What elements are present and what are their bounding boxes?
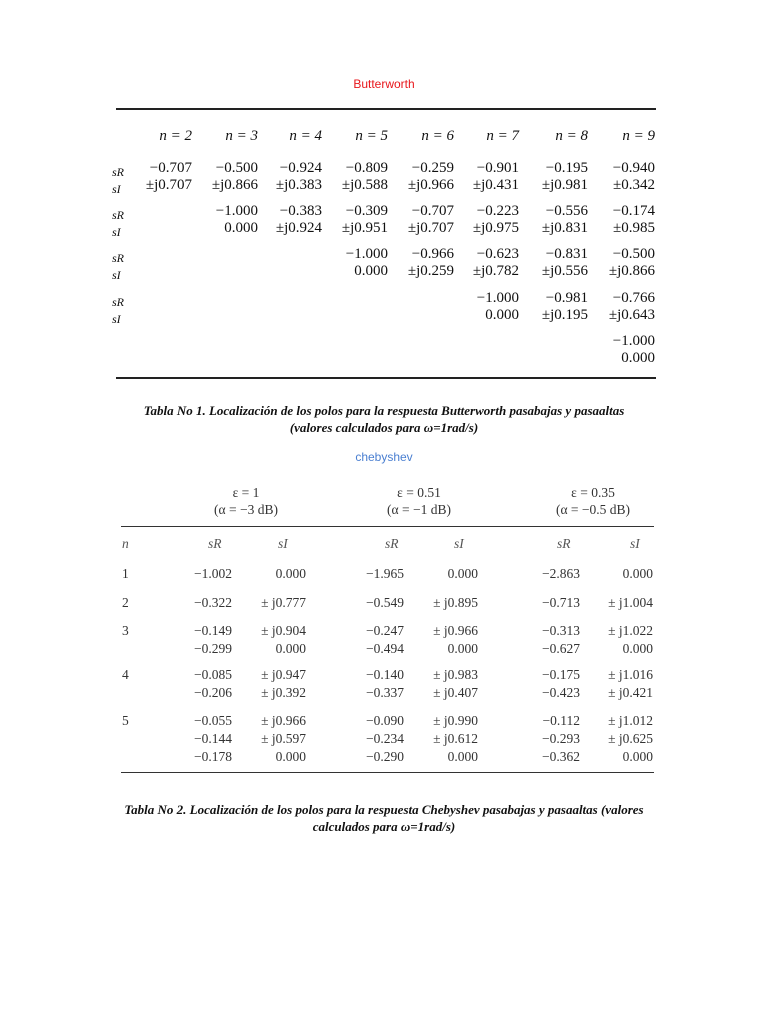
table2-caption-line2: calculados para ω=1rad/s)	[312, 819, 456, 834]
table1-sr-value: −0.383	[279, 203, 322, 219]
table2-value: −0.549	[366, 595, 404, 610]
table2-value: −0.206	[194, 685, 232, 700]
table2-value: −0.140	[366, 667, 404, 682]
table2-value: 0.000	[275, 641, 306, 656]
table2-value: 0.000	[622, 566, 653, 581]
table2-value: ± j1.022	[608, 623, 653, 638]
table1-si-value: ±j0.383	[275, 177, 322, 193]
table2-value: 0.000	[447, 749, 478, 764]
table2-n-value: 5	[122, 713, 129, 728]
table2-value: ± j1.004	[608, 595, 653, 610]
table1-sr-value: −0.940	[612, 160, 655, 176]
table1-bottom-rule	[116, 377, 656, 379]
table1-si-value: ±0.342	[613, 177, 655, 193]
table1-sr-value: −0.901	[476, 160, 519, 176]
table2-value: 0.000	[275, 749, 306, 764]
table1-si-value: ±j0.556	[541, 263, 588, 279]
table1-sr-value: −0.966	[411, 246, 454, 262]
table2-value: −0.144	[194, 731, 232, 746]
table2-value: −0.494	[366, 641, 404, 656]
table1-row-label-si: sI	[112, 225, 121, 239]
table1-row-label-sr: sR	[112, 295, 124, 309]
table1-si-value: ±j0.966	[407, 177, 454, 193]
table1-si-value: ±j0.951	[341, 220, 388, 236]
table2-group-alpha: (α = −3 dB)	[214, 502, 278, 517]
table2-n-header: n	[122, 536, 129, 551]
table2-value: −2.863	[542, 566, 580, 581]
table2-value: −0.178	[194, 749, 232, 764]
table1-sr-value: −0.500	[612, 246, 655, 262]
table1-sr-value: −0.809	[345, 160, 388, 176]
table2-value: −0.299	[194, 641, 232, 656]
table2-value: −0.362	[542, 749, 580, 764]
table1-sr-value: −0.831	[545, 246, 588, 262]
table2-value: −0.290	[366, 749, 404, 764]
table2-value: −0.313	[542, 623, 580, 638]
table2-n-value: 3	[122, 623, 129, 638]
table1-sr-value: −0.623	[476, 246, 519, 262]
table2-value: ± j0.895	[433, 595, 478, 610]
table2-value: −0.322	[194, 595, 232, 610]
table2-value: ± j0.966	[261, 713, 306, 728]
table1-si-value: ±j0.707	[145, 177, 192, 193]
table1-si-value: ±j0.195	[541, 307, 588, 323]
table1-si-value: ±j0.975	[472, 220, 519, 236]
table1-sr-value: −0.259	[411, 160, 454, 176]
table2-value: 0.000	[275, 566, 306, 581]
table1-row-label-si: sI	[112, 312, 121, 326]
table1-si-value: ±j0.866	[211, 177, 258, 193]
table1-caption-line1: Tabla No 1. Localización de los polos para la respuesta Butterworth pasabajas y pasaaltas	[143, 403, 625, 418]
table2-value: ± j1.012	[608, 713, 653, 728]
table1-row-label-sr: sR	[112, 208, 124, 222]
table1-sr-value: −0.981	[545, 290, 588, 306]
table2-value: ± j0.990	[433, 713, 478, 728]
table2-value: ± j0.966	[433, 623, 478, 638]
table2-value: −0.149	[194, 623, 232, 638]
table1-si-value: ±j0.588	[341, 177, 388, 193]
table1-si-value: 0.000	[485, 307, 519, 323]
table1-si-value: ±j0.707	[407, 220, 454, 236]
butterworth-heading: Butterworth	[353, 77, 415, 91]
table1-row-label-sr: sR	[112, 165, 124, 179]
table2-value: −0.055	[194, 713, 232, 728]
table2-value: −0.112	[542, 713, 580, 728]
table1-sr-value: −0.556	[545, 203, 588, 219]
table1-header-n6: n = 6	[421, 128, 454, 144]
table1-si-value: ±j0.831	[541, 220, 588, 236]
table1-header-n5: n = 5	[355, 128, 388, 144]
table2-value: ± j0.947	[261, 667, 306, 682]
table2-value: ± j0.392	[261, 685, 306, 700]
table2-value: 0.000	[622, 749, 653, 764]
table2-header-rule	[121, 526, 654, 527]
table2-caption-line1: Tabla No 2. Localización de los polos para la respuesta Chebyshev pasabajas y pasaaltas (valores	[124, 802, 644, 817]
table2-value: −0.234	[366, 731, 404, 746]
table1-si-value: ±j0.924	[275, 220, 322, 236]
table1-sr-value: −0.924	[279, 160, 322, 176]
table1-sr-value: −0.195	[545, 160, 588, 176]
table2-value: −0.423	[542, 685, 580, 700]
table1-si-value: 0.000	[621, 350, 655, 366]
table2-sub-header: sR	[557, 536, 571, 551]
table2-sub-header: sR	[208, 536, 222, 551]
table2-sub-header: sI	[630, 536, 640, 551]
table1-sr-value: −0.707	[149, 160, 192, 176]
table1-si-value: ±0.985	[613, 220, 655, 236]
table2-value: ± j0.612	[433, 731, 478, 746]
table1-header-n2: n = 2	[159, 128, 192, 144]
table2-value: −1.002	[194, 566, 232, 581]
table1-header-n8: n = 8	[555, 128, 588, 144]
table2-value: ± j0.421	[608, 685, 653, 700]
table1-si-value: ±j0.259	[407, 263, 454, 279]
table1-header-n3: n = 3	[225, 128, 258, 144]
table2-value: −0.627	[542, 641, 580, 656]
table2-value: 0.000	[622, 641, 653, 656]
table1-top-rule	[116, 108, 656, 110]
table1-sr-value: −0.766	[612, 290, 655, 306]
chebyshev-heading: chebyshev	[355, 450, 413, 464]
table1-sr-value: −1.000	[612, 333, 655, 349]
table1-si-value: ±j0.643	[608, 307, 655, 323]
table2-group-epsilon: ε = 1	[232, 485, 260, 500]
table2-n-value: 4	[122, 667, 129, 682]
table2-sub-header: sI	[454, 536, 464, 551]
table1-sr-value: −0.223	[476, 203, 519, 219]
table2-value: 0.000	[447, 641, 478, 656]
table1-header-n4: n = 4	[289, 128, 322, 144]
table2-value: ± j0.597	[261, 731, 306, 746]
table2-value: ± j0.777	[261, 595, 306, 610]
table1-caption	[0, 402, 768, 436]
table2-value: −0.337	[366, 685, 404, 700]
table1-sr-value: −1.000	[476, 290, 519, 306]
table1-caption-line2: (valores calculados para ω=1rad/s)	[289, 420, 479, 435]
table1-header-n7: n = 7	[486, 128, 519, 144]
table2-value: ± j0.625	[608, 731, 653, 746]
table2-group-alpha: (α = −0.5 dB)	[555, 502, 631, 517]
table1-row-label-si: sI	[112, 268, 121, 282]
table2-n-value: 2	[122, 595, 129, 610]
table2-value: −0.247	[366, 623, 404, 638]
table1-si-value: ±j0.981	[541, 177, 588, 193]
table2-value: −0.090	[366, 713, 404, 728]
table2-value: −0.175	[542, 667, 580, 682]
table2-value: 0.000	[447, 566, 478, 581]
table1-sr-value: −0.309	[345, 203, 388, 219]
table1-header-n9: n = 9	[622, 128, 655, 144]
table1-si-value: ±j0.431	[472, 177, 519, 193]
table2-value: ± j0.904	[261, 623, 306, 638]
table1-sr-value: −0.707	[411, 203, 454, 219]
table1-si-value: 0.000	[224, 220, 258, 236]
table2-sub-header: sR	[385, 536, 399, 551]
table2-value: ± j0.407	[433, 685, 478, 700]
table2-value: −0.713	[542, 595, 580, 610]
table1-sr-value: −0.500	[215, 160, 258, 176]
table2-n-value: 1	[122, 566, 129, 581]
table2-caption	[0, 801, 768, 835]
table2-bottom-rule	[121, 772, 654, 773]
table2-value: −1.965	[366, 566, 404, 581]
table2-value: ± j1.016	[608, 667, 653, 682]
table2-value: −0.293	[542, 731, 580, 746]
table1-sr-value: −1.000	[215, 203, 258, 219]
table2-group-epsilon: ε = 0.51	[397, 485, 441, 500]
table1-sr-value: −1.000	[345, 246, 388, 262]
table2-group-epsilon: ε = 0.35	[571, 485, 615, 500]
table1-si-value: ±j0.782	[472, 263, 519, 279]
table2-group-alpha: (α = −1 dB)	[387, 502, 451, 517]
table2-value: −0.085	[194, 667, 232, 682]
table1-si-value: 0.000	[354, 263, 388, 279]
table2-sub-header: sI	[278, 536, 288, 551]
table2-value: ± j0.983	[433, 667, 478, 682]
table1-row-label-si: sI	[112, 182, 121, 196]
table1-row-label-sr: sR	[112, 251, 124, 265]
table1-si-value: ±j0.866	[608, 263, 655, 279]
table1-sr-value: −0.174	[612, 203, 655, 219]
